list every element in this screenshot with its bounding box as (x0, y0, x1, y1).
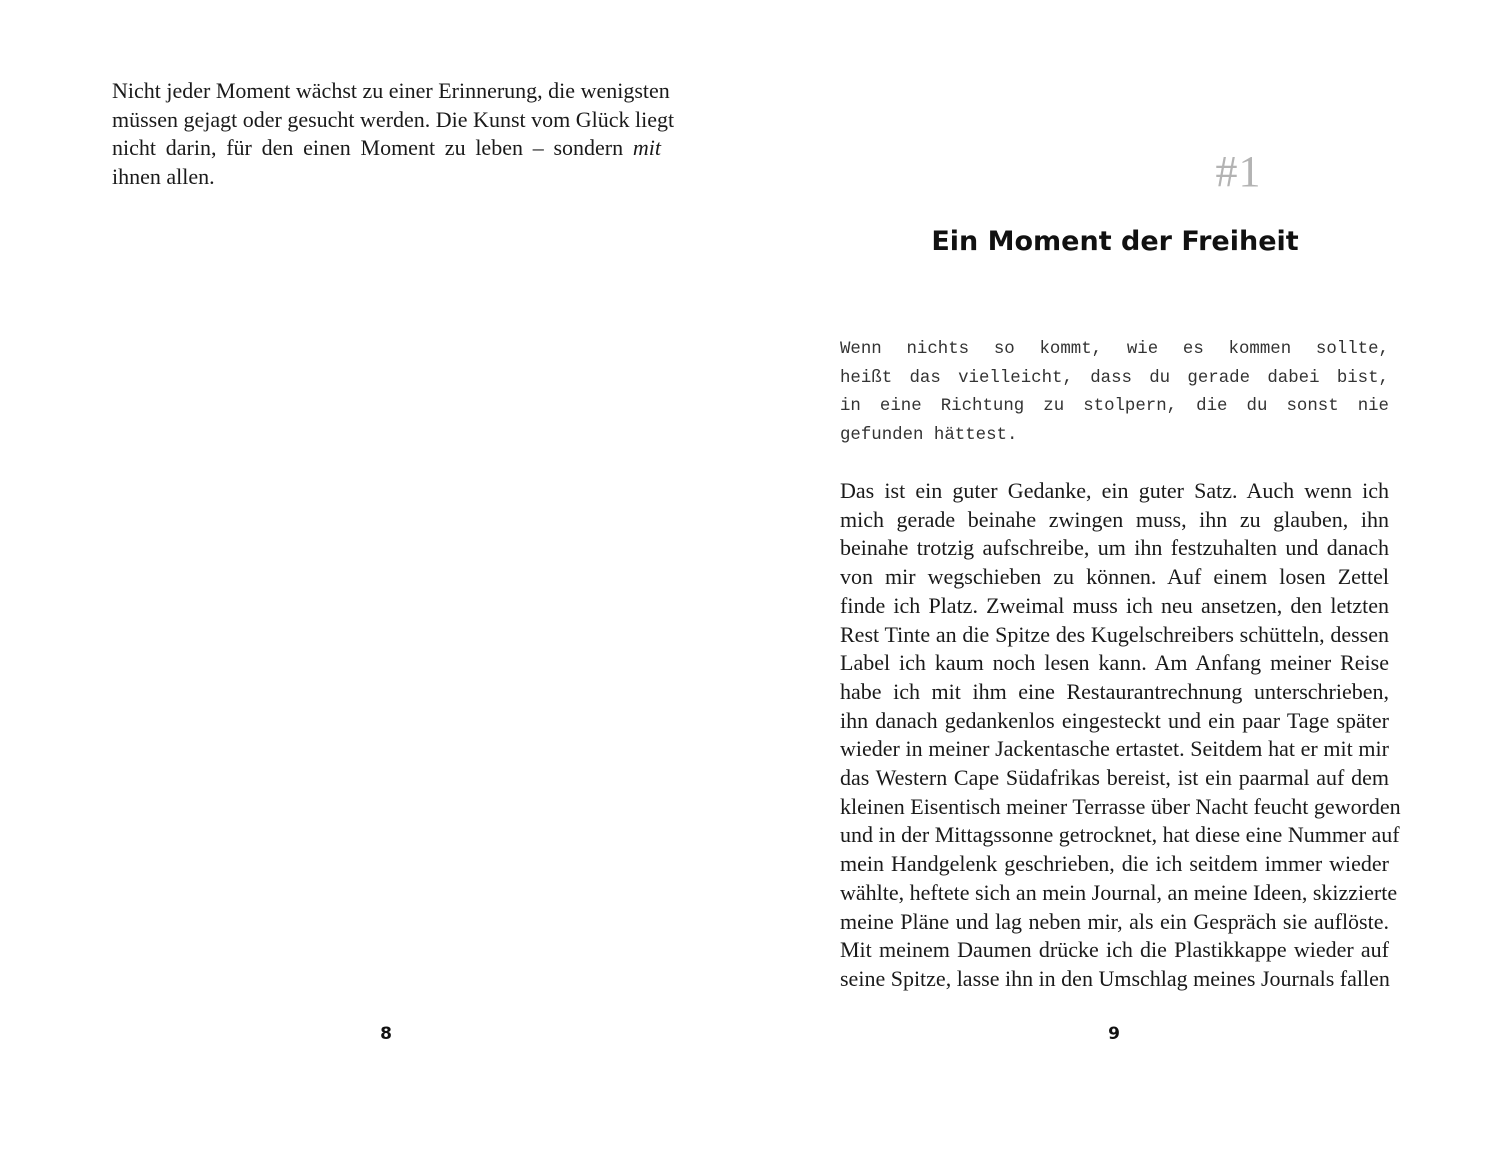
text-line: meine Pläne und lag neben mir, als ein Gespräch sie auflöste. (840, 908, 1389, 934)
text-line: habe ich mit ihm eine Restaurantrechnung unterschrieben, (840, 678, 1389, 704)
text-line: ihnen allen. (112, 164, 215, 190)
emphasis-word: mit (632, 135, 661, 161)
text-line: mich gerade beinahe zwingen muss, ihn zu glauben, ihn (840, 506, 1389, 532)
text-line: und in der Mittagssonne getrocknet, hat diese eine Nummer auf (840, 822, 1400, 848)
epigraph (840, 336, 1389, 451)
text-line: seine Spitze, lasse ihn in den Umschlag meines Journals fallen (840, 965, 1390, 991)
text-line: Label ich kaum noch lesen kann. Am Anfang meiner Reise (840, 650, 1389, 676)
epigraph-line: heißt das vielleicht, dass du gerade dabei bist, (840, 368, 1389, 388)
text-line: Mit meinem Daumen drücke ich die Plastikkappe wieder auf (840, 937, 1389, 963)
text-fragment: nicht darin, für den einen Moment zu leben – sondern (112, 135, 633, 161)
text-line: wählte, heftete sich an mein Journal, an meine Ideen, skizzierte (840, 879, 1398, 905)
epigraph-line: gefunden hättest. (840, 426, 1018, 446)
text-line: müssen gejagt oder gesucht werden. Die Kunst vom Glück liegt (112, 106, 675, 132)
right-page (750, 0, 1500, 1153)
page-number-left: 8 (380, 1024, 392, 1044)
text-line (112, 134, 661, 163)
text-line: kleinen Eisentisch meiner Terrasse über Nacht feucht geworden (840, 793, 1401, 819)
text-line: von mir wegschieben zu können. Auf einem losen Zettel (840, 564, 1389, 590)
text-line: beinahe trotzig aufschreibe, um ihn festzuhalten und danach (840, 535, 1389, 561)
text-line: finde ich Platz. Zweimal muss ich neu ansetzen, den letzten (840, 592, 1389, 618)
text-line: Nicht jeder Moment wächst zu einer Erinnerung, die wenigsten (112, 78, 670, 103)
text-line: Rest Tinte an die Spitze des Kugelschreibers schütteln, dessen (840, 621, 1389, 647)
text-line: das Western Cape Südafrikas bereist, ist ein paarmal auf dem (840, 765, 1389, 791)
text-line: mein Handgelenk geschrieben, die ich seitdem immer wieder (840, 851, 1389, 877)
right-page-paragraph (840, 477, 1401, 994)
epigraph-line: Wenn nichts so kommt, wie es kommen sollte, (840, 340, 1389, 359)
epigraph-line: in eine Richtung zu stolpern, die du sonst nie (840, 397, 1389, 417)
chapter-title: Ein Moment der Freiheit (931, 226, 1299, 257)
page-number-right: 9 (1108, 1024, 1120, 1044)
text-line: ihn danach gedankenlos eingesteckt und ein paar Tage später (840, 707, 1389, 733)
left-page-paragraph (112, 77, 675, 192)
text-line: Das ist ein guter Gedanke, ein guter Satz. Auch wenn ich (840, 478, 1389, 503)
chapter-number: #1 (1215, 147, 1262, 196)
text-line: wieder in meiner Jackentasche ertastet. Seitdem hat er mit mir (840, 736, 1389, 762)
